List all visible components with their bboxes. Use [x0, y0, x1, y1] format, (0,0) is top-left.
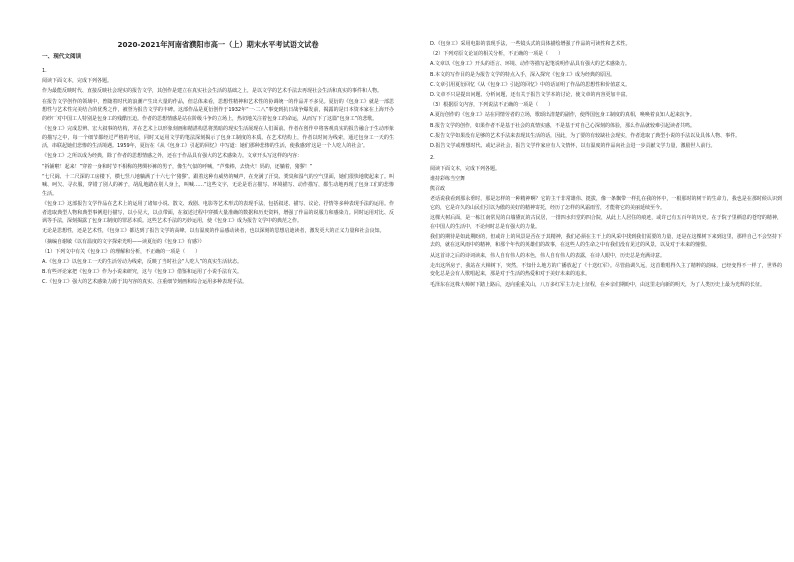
- paragraph: 阅读下面文本，完成下列各题。: [430, 165, 501, 172]
- paragraph: 毛泽东在这株大樟树下踏上路后，迈向重重关山，八万多红军主力走上征程，在乡亲们期盼中，由这里走向新的明天，为了人类历史上最为光辉的长征。: [430, 281, 766, 288]
- paragraph: 从这首诗之后的诗词读来，伟人自有伟人的本色，伟人自有伟人的表露，在诗人眼中，历史总是充满诗意。: [430, 252, 666, 259]
- exam-title: 2020-2021年河南省濮阳市高一（上）期末水平考试语文试卷: [117, 40, 319, 49]
- paragraph: （1）下列文中有关《包身工》的理解和分析，不正确的一项是（ ）: [42, 248, 201, 255]
- paragraph: 《包身工》这部报告文学作品在艺术上的运用了诸如小说、散文、戏剧、电影等艺术形式的表现手法，包括叙述、描写、议论、抒情等多种表现手法的运用。作者选取典型人物和典型事例进行描写，以小见大，以点带面，在叙述过程中穿插大量准确的数据和历史资料，增强了作品的说服力和感染力。同时运用对比、反讽等手法，深刻揭露了包身工制度的罪恶本质。这些艺术手法的巧妙运用，使《包身工》成为报告文学中的典范之作。: [42, 201, 394, 225]
- answer-option: A.夏衍创作的《包身工》站在同情劳者的立场，歌颂出清楚的副作，使得国包身工制度的真相，唤唤着良知人起来抗争。: [430, 112, 695, 119]
- right-column: [430, 40, 782, 291]
- paragraph: 作为最能反映时代、直接反映社会现实的报告文学，其创作是建立在真实社会生活的基础之上，是以文学的艺术手法去再现社会生活和真实的事件和人物。: [42, 88, 383, 95]
- paragraph: 老话说我看到那永垂时，那是怎样的一种精神啊？它的主干非常雄伟、挺拔，像一条飘带一样扎在我的怀中，一根那时的树干的生命力，我也是在那时候认识到它的，它是许久的山民们引以为傲的美好的精神寄托，经历了怎样的风霜雨雪，才能将它的美丽延续至今。: [430, 196, 782, 211]
- section-heading: 一、现代文阅读: [42, 54, 82, 60]
- answer-option: D.《包身工》采用电影的表现手法，一些镜头式的具体描绘增强了作品的可读性和艺术性。: [430, 41, 631, 47]
- left-column-body: [42, 67, 394, 287]
- paragraph: （3）根据原文内容，下列说法不正确的一项是（ ）: [430, 102, 554, 109]
- answer-option: C.报告文学如果没有足够的艺术手法来表现其生活的话，因此，为了要的有较缺社会现实，作者选取了典型小说的手法以及具体人物、事件。: [430, 132, 741, 139]
- answer-option: B.有些评论家把《包身工》作为小说来研究，这与《包身工》借鉴和运用了小说手法有关。: [42, 269, 243, 276]
- paragraph: 无论是思想性，还是艺术性，《包身工》都达到了报告文学的高峰。以有温度的作品感动读者，也以深刻的思想启迪读者，激发更大的正义力量和社会良知。: [42, 228, 385, 235]
- paragraph: 《包身工》之所以成为经典，除了作者的思想情感之外，还在于作品具有强大的艺术感染力。文章开头写这样的内容：: [42, 153, 303, 160]
- answer-option: D.文章不只是提出问题、分析问题，还有关于报告文学本的讨论，使文章的内容更加丰富。: [430, 91, 631, 98]
- paragraph: 熊召政: [430, 186, 446, 193]
- paragraph: 阅读下面文本，完成下列各题。: [42, 78, 113, 85]
- answer-option: B.本文的写作目的是为报告文学的特点入手，深入探究《包身工》成为经典的原因。: [430, 71, 616, 78]
- paragraph: 这棵大树后面，是一栋江南常见的白墙黛瓦的古民居，一排四水归堂的四合院，从此上人居住的痕迹，或许已有五百年的历史。在于院子里栖息的苍穹的精神，在中国人的生活中，不论何时总是有强大的力量。: [430, 215, 782, 230]
- right-column-body: [430, 40, 782, 289]
- answer-option: C.《包身工》强大的艺术感染力源于其内容的真实、注重细节刻画和综合运用多种表现手法。: [42, 279, 248, 286]
- answer-option: C.文章引用夏衍回忆《从《包身工》引起的回忆》中的话证明了作品的思想性和价值意义。: [430, 81, 631, 88]
- paragraph: 在报告文学创作的领域中，曾随着时代的浪潮产生出大量的作品，但总体来看，思想性精神和艺术性的协调统一的作品并不多见。夏衍的《包身工》就是一部思想性与艺术性完美结合的优秀之作，被誉为报告文学的丰碑。这部作品是夏衍创作于1932年“一·二八”事变到抗日战争爆发前，揭露的是日本资本家在上海开办的纱厂对中国工人特别是包身工的残酷压迫。作者的思想情感是站在阶级斗争的立场上，热切地关注着包身工的命运，从而写下了这篇“包身工”的悲歌。: [42, 98, 394, 122]
- question-number: 2.: [430, 155, 435, 162]
- answer-option: A.《包身工》以包身工一天的生活劳动为线索，反映了当时社会“人吃人”的真实生活状态。: [42, 259, 243, 265]
- paragraph: “拆铺啦！起来！”穿着一身和时节不相称的拷绸衫裤的男子，像生气似的呼喊，“芦柴棒，去烧火！妈的，还躺着，猪猡！”: [42, 163, 313, 170]
- paragraph: 谁持彩练当空舞: [430, 175, 466, 182]
- paragraph: 《包身工》完成思辨、宏大叙事的结构，并在艺术上以形象刻画和精湛构思将黑暗的现实生活展现在人们面前。作者在创作中将客观真实的报告融合于生动形象的描写之中，每一个细节都经过严格的考证，同时又运用文学的笔法深刻揭示了包身工制度的本质。在艺术结构上，作者以时间为线索，通过包身工一天的生活，串联起她们悲惨的生活境遇。1959年，夏衍在《从《包身工》引起的回忆》中写道：她们那种悲惨的生活，使我感到‘这是一个人吃人的社会’。: [42, 125, 394, 150]
- paragraph: 走出这所房子，我站在大樟树下，突然，不知什么地方的广播放起了《十送红军》。尽管曲调久远，这首歌唱得久主了精粹的韵味，已经变得不一样了，世界的变化总是会有人歌唱起来，那是对于生活的热爱和对于美好未来的追求。: [430, 262, 782, 278]
- paragraph: “七尺阔、十二尺深的工房楼下，横七竖八地躺满了十六七个‘猪猡’。跟着这种有威势的喊声，在充满了汗臭、粪臭和湿气的空气里面，她们很快地爬起来了。叫喊、呵欠、寻衣服，穿错了别人的裤子，胡乱地踏在别人身上，叫喊……”这些文字，无论是语言描写、环境描写、动作描写，都生动地再现了包身工们的悲惨生活。: [42, 173, 394, 197]
- answer-option: A.文章以《包身工》开头的语言、环境、动作等描写起笔说明作品具有强大的艺术感染力。: [430, 61, 630, 68]
- paragraph: （摘编自谢敏《以有温度的文字探索光明——读夏衍的《包身工》有感》）: [42, 238, 205, 245]
- paragraph: 我们的期待是如此期盼的，但或许上的风景是否在于其精神，我们必须在主干上的风采中找到我们需要的力量，还是在这棵树下来到这里，那样自己不会坚持下去的，就在这风雨中的精神，和那个年代的英雄们的故事，在这些人的生命之中有我们没有见过的风景，以及对于未来的憧憬。: [430, 233, 782, 249]
- answer-option: D.报告文学或理想时代、或记录社会，报告文学作家应有人文情怀，以有温度的作品向社会进一步贡献文学力量，激励世人前行。: [430, 142, 716, 149]
- answer-option: B.报告文学的创作，如果作者不是基于社会的真情实感，不是基于对自己心深刻的体验，那么作品就较难引起读者共鸣。: [430, 122, 696, 129]
- paragraph: （2）下列对原文论证的相关分析，不正确的一项是（ ）: [430, 51, 564, 58]
- left-column: [42, 40, 394, 289]
- question-number: 1.: [42, 68, 47, 74]
